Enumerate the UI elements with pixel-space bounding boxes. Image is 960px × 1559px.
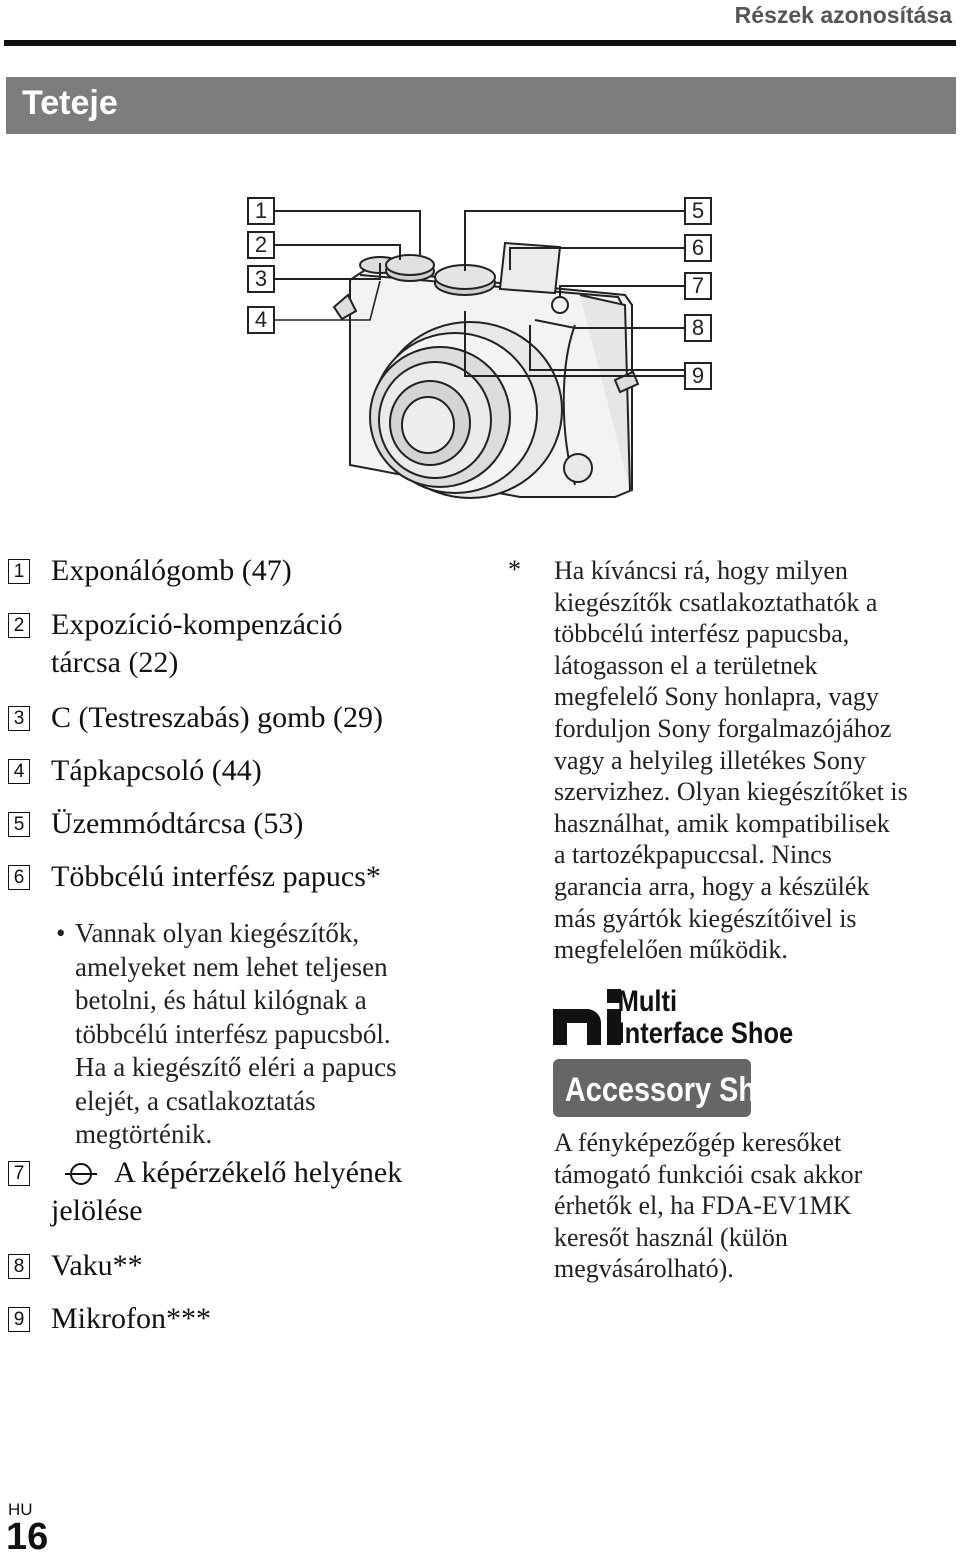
svg-text:9: 9 [691, 363, 705, 388]
svg-text:6: 6 [691, 235, 705, 260]
figure-label-1 [248, 198, 274, 224]
bullet-line: amelyeket nem lehet teljesen [75, 951, 388, 982]
bullet-text [75, 917, 397, 1152]
footnote-line: kiegészítők csatlakoztathatók a [554, 587, 878, 617]
section-heading-bar [6, 77, 956, 134]
multi-interface-shoe-logo [553, 987, 813, 1122]
footer-language: HU [8, 1500, 33, 1519]
footnote-line: vagy a helyileg illetékes Sony [554, 745, 866, 775]
figure-label-7 [685, 273, 711, 299]
item-text: Üzemmódtárcsa (53) [51, 807, 304, 840]
figure-label-5 [685, 198, 711, 224]
camera-top-illustration [230, 185, 730, 515]
image-sensor-mark-icon [64, 1161, 98, 1187]
footnote-line: garancia arra, hogy a készülék [554, 871, 870, 901]
footnote-line: más gyártók kiegészítőivel is [554, 903, 857, 933]
footnote-line: megfelelő Sony honlapra, vagy [554, 682, 879, 712]
footnote-line: használhat, amik kompatibilisek [554, 808, 890, 838]
bullet-line: elejét, a csatlakoztatás [75, 1085, 316, 1116]
footnote-text [554, 555, 908, 966]
figure-label-9 [685, 363, 711, 389]
logo-interface-shoe-text: Interface Shoe [617, 1016, 794, 1050]
item-number-badge: 2 [8, 613, 30, 638]
figure-label-3 [248, 266, 274, 292]
item-text: Mikrofon*** [51, 1302, 211, 1335]
item-number-badge: 9 [8, 1307, 30, 1332]
item-text: Exponálógomb (47) [51, 554, 292, 587]
svg-text:5: 5 [691, 198, 705, 223]
figure-label-4 [248, 307, 274, 333]
item-text: Többcélú interfész papucs* [51, 860, 381, 893]
figure-label-8 [685, 315, 711, 341]
page-header-title: Részek azonosítása [734, 2, 952, 28]
logo-accessory-shoe-text: Accessory Shoe [564, 1069, 790, 1109]
item-text: A képérzékelő helyének [114, 1156, 403, 1189]
bullet-line: többcélú interfész papucsból. [75, 1018, 391, 1049]
footnote-marker: * [508, 555, 521, 584]
footnote-line: megfelelően működik. [554, 935, 788, 965]
svg-text:1: 1 [254, 198, 268, 223]
figure-label-6 [685, 235, 711, 261]
viewfinder-note-line: A fényképezőgép keresőket [554, 1128, 842, 1157]
section-title: Teteje [22, 84, 118, 122]
item-number-badge: 4 [8, 759, 30, 784]
item-text: Vaku** [51, 1249, 143, 1282]
item-number-badge: 3 [8, 706, 30, 731]
item-number-badge: 5 [8, 812, 30, 837]
viewfinder-note-line: keresőt használ (külön [554, 1222, 788, 1252]
footnote-line: többcélú interfész papucsba, [554, 619, 850, 649]
header-rule [4, 40, 956, 46]
logo-multi-text: Multi [617, 987, 678, 1018]
item-number-badge: 6 [8, 865, 30, 890]
item-number-badge: 1 [8, 559, 30, 584]
svg-text:7: 7 [691, 273, 705, 298]
footnote-line: forduljon Sony forgalmazójához [554, 713, 892, 743]
svg-text:2: 2 [254, 232, 268, 257]
bullet-line: megtörténik. [75, 1119, 213, 1149]
footnote-line: Ha kíváncsi rá, hogy milyen [554, 556, 848, 585]
item-text: C (Testreszabás) gomb (29) [51, 701, 383, 734]
bullet-dot: • [56, 918, 66, 948]
bullet-line: Vannak olyan kiegészítők, [75, 918, 360, 948]
footnote-line: a tartozékpapuccsal. Nincs [554, 840, 832, 870]
item-text: Expozíció-kompenzáció [51, 608, 343, 641]
bullet-line: betolni, és hátul kilógnak a [75, 985, 367, 1015]
item-text: Tápkapcsoló (44) [51, 754, 262, 787]
bullet-line: Ha a kiegészítő eléri a papucs [75, 1052, 397, 1082]
item-text-continued: tárcsa (22) [51, 646, 179, 679]
item-number-badge: 7 [8, 1161, 30, 1186]
viewfinder-note-line: érhetők el, ha FDA-EV1MK [554, 1191, 852, 1221]
item-text-continued: jelölése [51, 1194, 143, 1227]
viewfinder-note-line: megvásárolható). [554, 1254, 734, 1284]
viewfinder-note-line: támogató funkciói csak akkor [554, 1159, 863, 1189]
footnote-line: szervizhez. Olyan kiegészítőket is [554, 777, 908, 807]
item-number-badge: 8 [8, 1254, 30, 1279]
figure-label-2 [248, 232, 274, 258]
viewfinder-note [554, 1127, 862, 1285]
svg-text:3: 3 [254, 266, 268, 291]
svg-text:8: 8 [691, 315, 705, 340]
footnote-line: látogasson el a területnek [554, 650, 818, 680]
svg-text:4: 4 [254, 307, 268, 332]
page-number: 16 [6, 1516, 49, 1558]
